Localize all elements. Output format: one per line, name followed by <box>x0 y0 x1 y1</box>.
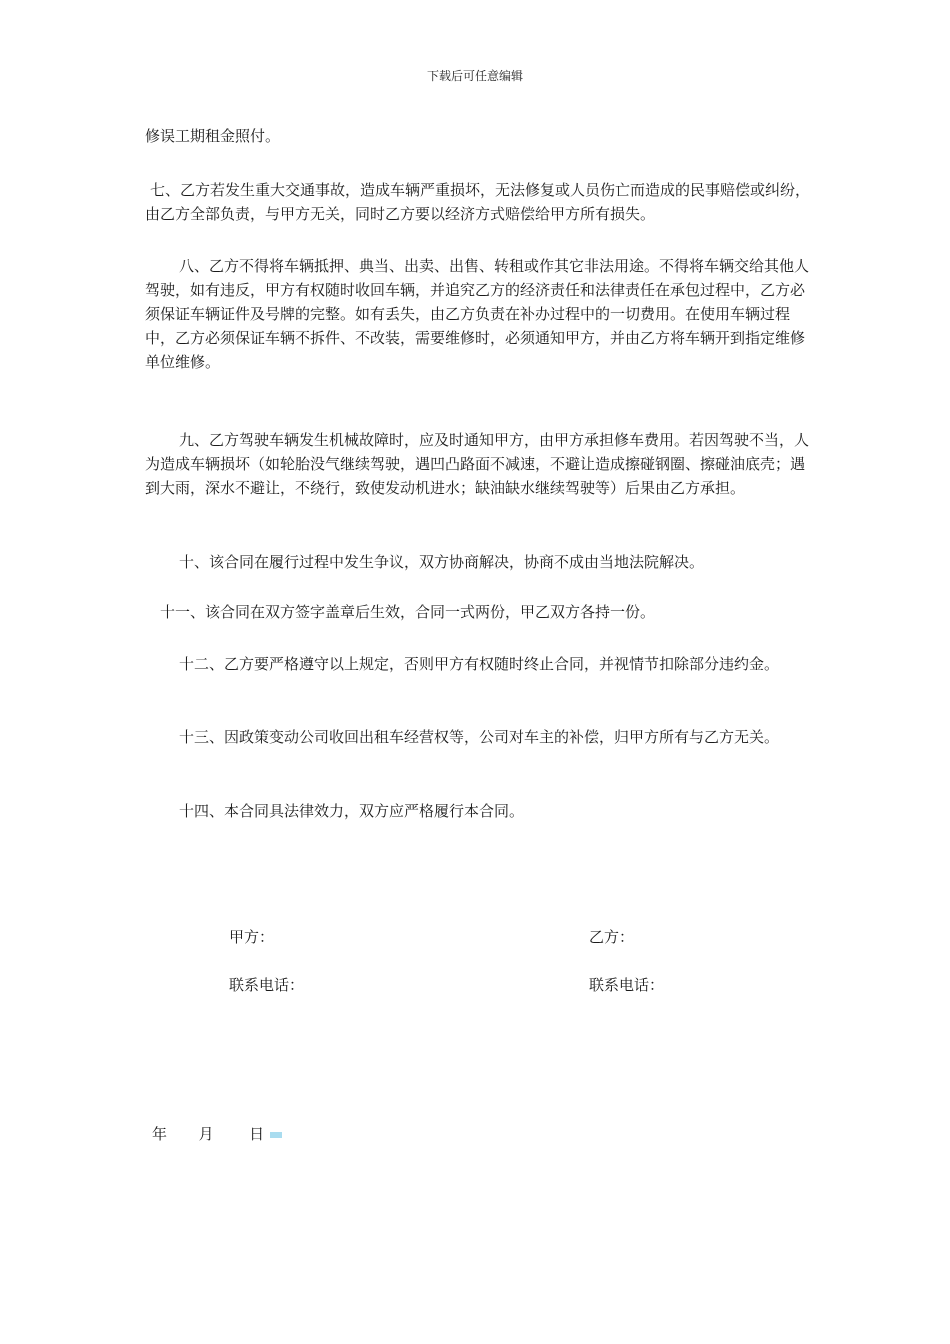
party-a-phone-label: 联系电话： <box>229 976 305 994</box>
date-line <box>152 1122 282 1146</box>
date-month: 月 <box>198 1125 214 1143</box>
party-b-phone-label: 联系电话： <box>589 976 665 994</box>
date-day: 日 <box>249 1125 265 1143</box>
highlight-mark <box>270 1132 282 1138</box>
clause-14: 十四、本合同具法律效力，双方应严格履行本合同。 <box>179 802 525 820</box>
header-note: 下载后可任意编辑 <box>426 69 523 83</box>
clause-10: 十、该合同在履行过程中发生争议，双方协商解决，协商不成由当地法院解决。 <box>179 553 705 571</box>
clause-7: 七、乙方若发生重大交通事故，造成车辆严重损坏，无法修复或人员伤亡而造成的民事赔偿或纠纷，由乙方全部负责，与甲方无关，同时乙方要以经济方式赔偿给甲方所有损失。 <box>145 181 811 223</box>
clause-6-tail: 修误工期租金照付。 <box>145 127 281 145</box>
clause-13: 十三、因政策变动公司收回出租车经营权等，公司对车主的补偿，归甲方所有与乙方无关。 <box>179 728 780 746</box>
clause-9: 九、乙方驾驶车辆发生机械故障时，应及时通知甲方，由甲方承担修车费用。若因驾驶不当，人为造成车辆损坏（如轮胎没气继续驾驶，遇凹凸路面不减速，不避让造成擦碰钢圈、擦碰油底壳；遇到大雨，深水不避让，不绕行，致使发动机进水；缺油缺水继续驾驶等）后果由乙方承担。 <box>145 431 810 497</box>
clause-11: 十一、该合同在双方签字盖章后生效，合同一式两份，甲乙双方各持一份。 <box>160 603 656 621</box>
clause-12: 十二、乙方要严格遵守以上规定，否则甲方有权随时终止合同，并视情节扣除部分违约金。 <box>179 655 780 673</box>
party-b-label: 乙方： <box>589 928 635 946</box>
party-a-label: 甲方： <box>229 928 275 946</box>
date-year: 年 <box>152 1125 168 1143</box>
clause-8: 八、乙方不得将车辆抵押、典当、出卖、出售、转租或作其它非法用途。不得将车辆交给其他人驾驶，如有违反，甲方有权随时收回车辆，并追究乙方的经济责任和法律责任在承包过程中，乙方必须保证车辆证件及号牌的完整。如有丢失，由乙方负责在补办过程中的一切费用。在使用车辆过程中，乙方必须保证车辆不拆件、不改装，需要维修时，必须通知甲方，并由乙方将车辆开到指定维修单位维修。 <box>145 257 810 371</box>
